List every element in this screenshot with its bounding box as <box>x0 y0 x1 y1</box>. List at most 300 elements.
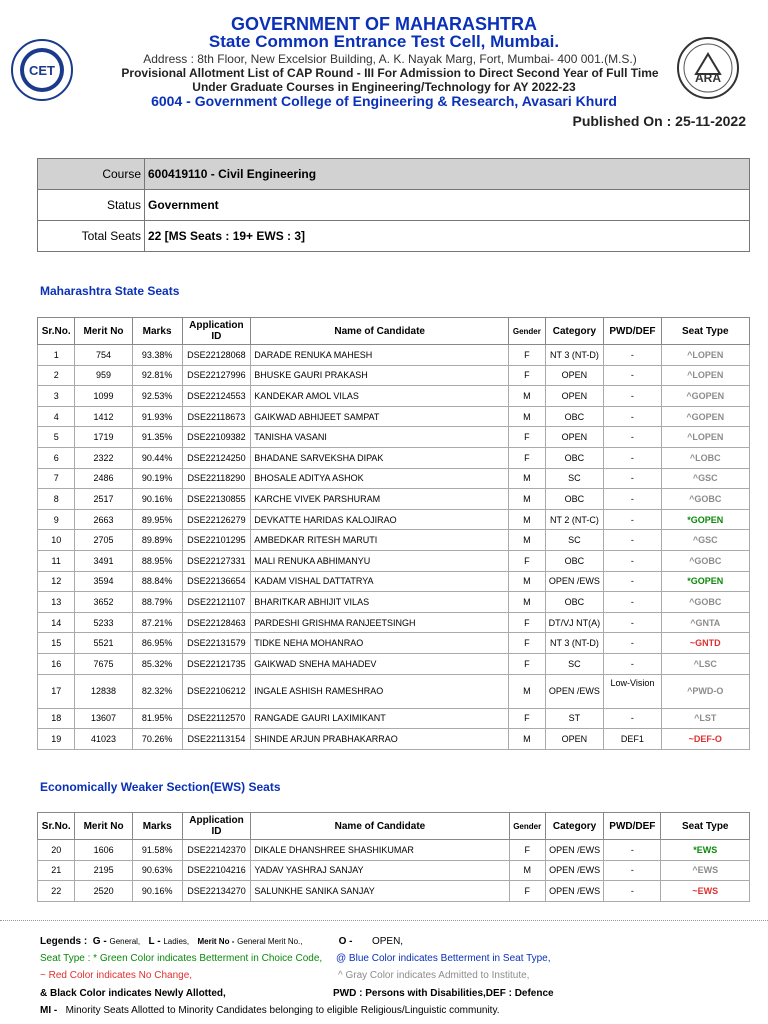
appid-cell: DSE22127996 <box>182 365 251 386</box>
col-srno: Sr.No. <box>38 813 75 840</box>
seat-type-label: ^EWS <box>692 865 719 876</box>
appid-cell: DSE22106212 <box>182 674 251 708</box>
category-cell: OPEN <box>545 386 604 407</box>
gender-cell: F <box>509 427 545 448</box>
marks-cell: 87.21% <box>132 612 182 633</box>
seat-type-cell <box>661 881 750 902</box>
legend-gray-note: ^ Gray Color indicates Admitted to Institute, <box>338 970 530 981</box>
appid-cell: DSE22109382 <box>182 427 251 448</box>
table-row <box>38 860 750 881</box>
seat-type-label: ^LSC <box>693 658 717 669</box>
table-row <box>38 345 750 366</box>
gender-cell: F <box>509 840 545 861</box>
srno-cell: 1 <box>38 345 75 366</box>
name-cell: PARDESHI GRISHMA RANJEETSINGH <box>251 612 509 633</box>
seat-type-label: *GOPEN <box>687 576 724 587</box>
legend-merit-key: Merit No - <box>197 937 235 946</box>
seat-type-label: ^GOPEN <box>686 411 725 422</box>
seat-type-cell <box>661 653 749 674</box>
pwd-cell: - <box>604 530 661 551</box>
list-subtitle: Under Graduate Courses in Engineering/Technology for AY 2022-23 <box>192 80 576 94</box>
category-cell: OPEN /EWS <box>545 674 604 708</box>
srno-cell: 2 <box>38 365 75 386</box>
appid-cell: DSE22121107 <box>182 592 251 613</box>
pwd-cell: - <box>604 860 661 881</box>
appid-cell: DSE22128463 <box>182 612 251 633</box>
table-row <box>38 729 750 750</box>
srno-cell: 15 <box>38 633 75 654</box>
col-gender: Gender <box>509 318 545 345</box>
merit-cell: 2486 <box>75 468 132 489</box>
seat-type-label: ^GOBC <box>689 555 722 566</box>
name-cell: BHOSALE ADITYA ASHOK <box>251 468 509 489</box>
table-row <box>38 427 750 448</box>
seat-type-label: ~GNTD <box>689 638 721 649</box>
legend-red-note: ~ Red Color indicates No Change, <box>40 970 193 981</box>
merit-cell: 1719 <box>75 427 132 448</box>
legend-mi-val: Minority Seats Allotted to Minority Candidates belonging to eligible Religious/Linguistic community. <box>65 1005 500 1016</box>
marks-cell: 90.19% <box>132 468 182 489</box>
gender-cell: F <box>509 550 545 571</box>
table-row <box>38 881 750 902</box>
category-cell: OPEN /EWS <box>545 571 604 592</box>
srno-cell: 21 <box>38 860 75 881</box>
status-row <box>38 190 750 221</box>
pwd-cell: - <box>604 633 661 654</box>
srno-cell: 22 <box>38 881 75 902</box>
marks-cell: 92.81% <box>132 365 182 386</box>
seat-type-cell <box>661 489 749 510</box>
srno-cell: 10 <box>38 530 75 551</box>
col-merit: Merit No <box>75 318 132 345</box>
marks-cell: 90.44% <box>132 447 182 468</box>
name-cell: DIKALE DHANSHREE SHASHIKUMAR <box>251 840 509 861</box>
seat-type-cell <box>661 840 750 861</box>
cell-title: State Common Entrance Test Cell, Mumbai. <box>208 32 560 51</box>
seat-type-cell <box>661 345 749 366</box>
seat-type-label: ~DEF-O <box>688 733 722 744</box>
government-title: GOVERNMENT OF MAHARASHTRA <box>231 14 537 34</box>
srno-cell: 3 <box>38 386 75 407</box>
name-cell: SALUNKHE SANIKA SANJAY <box>251 881 509 902</box>
seat-type-cell <box>661 612 749 633</box>
legend-line-mi <box>40 1005 500 1016</box>
legend-o-key: O - <box>338 936 353 947</box>
seat-type-cell <box>661 633 749 654</box>
legend-blue-note: @ Blue Color indicates Betterment in Seat Type, <box>336 953 551 964</box>
gender-cell: M <box>509 571 545 592</box>
marks-cell: 70.26% <box>132 729 182 750</box>
address: Address : 8th Floor, New Excelsior Building, A. K. Nayak Marg, Fort, Mumbai- 400 001.(M.S.) <box>143 52 637 66</box>
pwd-cell: - <box>604 612 661 633</box>
gender-cell: F <box>509 365 545 386</box>
table-row <box>38 365 750 386</box>
pwd-cell: - <box>604 386 661 407</box>
srno-cell: 12 <box>38 571 75 592</box>
pwd-cell: - <box>604 708 661 729</box>
marks-cell: 90.63% <box>132 860 182 881</box>
gender-cell: M <box>509 386 545 407</box>
gender-cell: M <box>509 592 545 613</box>
seat-type-cell <box>661 386 749 407</box>
name-cell: TANISHA VASANI <box>251 427 509 448</box>
gender-cell: M <box>509 674 545 708</box>
name-cell: BHADANE SARVEKSHA DIPAK <box>251 447 509 468</box>
status-label: Status <box>38 190 145 221</box>
gender-cell: M <box>509 729 545 750</box>
table-row <box>38 840 750 861</box>
appid-cell: DSE22127331 <box>182 550 251 571</box>
merit-cell: 41023 <box>75 729 132 750</box>
name-cell: INGALE ASHISH RAMESHRAO <box>251 674 509 708</box>
table-header-row <box>38 318 750 345</box>
merit-cell: 3491 <box>75 550 132 571</box>
name-cell: MALI RENUKA ABHIMANYU <box>251 550 509 571</box>
seat-type-label: *GOPEN <box>687 514 724 525</box>
seat-type-cell <box>661 571 749 592</box>
col-appid: Application ID <box>182 318 251 345</box>
seat-type-cell <box>661 427 749 448</box>
gender-cell: M <box>509 489 545 510</box>
seat-type-cell <box>661 530 749 551</box>
total-seats-label: Total Seats <box>38 221 145 252</box>
gender-cell: F <box>509 612 545 633</box>
category-cell: NT 3 (NT-D) <box>545 345 604 366</box>
gender-cell: M <box>509 468 545 489</box>
name-cell: BHUSKE GAURI PRAKASH <box>251 365 509 386</box>
table-row <box>38 509 750 530</box>
pwd-cell: - <box>604 653 661 674</box>
ews-section-title: Economically Weaker Section(EWS) Seats <box>40 780 281 794</box>
table-row <box>38 612 750 633</box>
category-cell: OPEN /EWS <box>545 860 603 881</box>
category-cell: OPEN <box>545 365 604 386</box>
gender-cell: F <box>509 881 545 902</box>
legend-mi-key: MI - <box>40 1005 58 1016</box>
table-row <box>38 592 750 613</box>
marks-cell: 90.16% <box>132 489 182 510</box>
seat-type-cell <box>661 674 749 708</box>
seat-type-cell <box>661 550 749 571</box>
table-row <box>38 530 750 551</box>
pwd-cell: - <box>604 406 661 427</box>
category-cell: OBC <box>545 592 604 613</box>
gender-cell: M <box>509 509 545 530</box>
srno-cell: 20 <box>38 840 75 861</box>
seat-type-label: ^LOPEN <box>687 370 724 381</box>
table-row <box>38 674 750 708</box>
category-cell: NT 3 (NT-D) <box>545 633 604 654</box>
seat-type-label: ^LOPEN <box>687 349 724 360</box>
legend-o-val: OPEN, <box>371 936 404 947</box>
merit-cell: 2195 <box>75 860 132 881</box>
gender-cell: M <box>509 530 545 551</box>
merit-cell: 754 <box>75 345 132 366</box>
appid-cell: DSE22131579 <box>182 633 251 654</box>
gender-cell: M <box>509 860 545 881</box>
merit-cell: 1606 <box>75 840 132 861</box>
category-cell: SC <box>545 653 604 674</box>
seat-type-cell <box>661 592 749 613</box>
marks-cell: 93.38% <box>132 345 182 366</box>
marks-cell: 90.16% <box>132 881 182 902</box>
appid-cell: DSE22118673 <box>182 406 251 427</box>
gender-cell: F <box>509 345 545 366</box>
appid-cell: DSE22130855 <box>182 489 251 510</box>
merit-cell: 7675 <box>75 653 132 674</box>
marks-cell: 88.95% <box>132 550 182 571</box>
name-cell: RANGADE GAURI LAXIMIKANT <box>251 708 509 729</box>
srno-cell: 19 <box>38 729 75 750</box>
appid-cell: DSE22136654 <box>182 571 251 592</box>
srno-cell: 16 <box>38 653 75 674</box>
merit-cell: 2705 <box>75 530 132 551</box>
marks-cell: 82.32% <box>132 674 182 708</box>
col-merit: Merit No <box>75 813 132 840</box>
pwd-cell: - <box>604 468 661 489</box>
category-cell: OPEN <box>545 427 604 448</box>
category-cell: SC <box>545 530 604 551</box>
category-cell: ST <box>545 708 604 729</box>
marks-cell: 81.95% <box>132 708 182 729</box>
col-srno: Sr.No. <box>38 318 75 345</box>
seat-type-cell <box>661 860 750 881</box>
gender-cell: F <box>509 447 545 468</box>
name-cell: YADAV YASHRAJ SANJAY <box>251 860 509 881</box>
marks-cell: 91.35% <box>132 427 182 448</box>
course-value: 600419110 - Civil Engineering <box>145 159 750 190</box>
category-cell: OPEN /EWS <box>545 840 603 861</box>
srno-cell: 6 <box>38 447 75 468</box>
marks-cell: 88.84% <box>132 571 182 592</box>
pwd-cell: - <box>604 571 661 592</box>
seat-type-label: *EWS <box>693 844 718 855</box>
seat-type-cell <box>661 447 749 468</box>
srno-cell: 9 <box>38 509 75 530</box>
category-cell: OBC <box>545 489 604 510</box>
name-cell: DEVKATTE HARIDAS KALOJIRAO <box>251 509 509 530</box>
seat-type-cell <box>661 708 749 729</box>
ews-seats-table <box>37 812 750 902</box>
merit-cell: 2322 <box>75 447 132 468</box>
table-header-row <box>38 813 750 840</box>
seat-type-cell <box>661 365 749 386</box>
appid-cell: DSE22124250 <box>182 447 251 468</box>
srno-cell: 13 <box>38 592 75 613</box>
legend-pwd-note: PWD : Persons with Disabilities,DEF : Defence <box>333 988 554 999</box>
seat-type-cell <box>661 509 749 530</box>
marks-cell: 91.93% <box>132 406 182 427</box>
seat-type-label: ^PWD-O <box>687 686 724 696</box>
table-row <box>38 571 750 592</box>
srno-cell: 8 <box>38 489 75 510</box>
merit-cell: 959 <box>75 365 132 386</box>
appid-cell: DSE22113154 <box>182 729 251 750</box>
marks-cell: 91.58% <box>132 840 182 861</box>
col-seat-type: Seat Type <box>661 318 749 345</box>
name-cell: GAIKWAD ABHIJEET SAMPAT <box>251 406 509 427</box>
appid-cell: DSE22134270 <box>182 881 251 902</box>
course-label: Course <box>38 159 145 190</box>
merit-cell: 1412 <box>75 406 132 427</box>
list-title: Provisional Allotment List of CAP Round - III For Admission to Direct Second Year of Full Time <box>121 66 659 80</box>
gender-cell: F <box>509 708 545 729</box>
srno-cell: 5 <box>38 427 75 448</box>
pwd-cell: - <box>604 365 661 386</box>
legend-black-note: & Black Color indicates Newly Allotted, <box>40 988 226 999</box>
legend-l-val: Ladies, <box>163 937 190 946</box>
category-cell: OBC <box>545 550 604 571</box>
pwd-cell: DEF1 <box>604 729 661 750</box>
name-cell: KADAM VISHAL DATTATRYA <box>251 571 509 592</box>
legend-green-note: Seat Type : * Green Color indicates Betterment in Choice Code, <box>40 953 323 964</box>
name-cell: KARCHE VIVEK PARSHURAM <box>251 489 509 510</box>
total-seats-row <box>38 221 750 252</box>
merit-cell: 12838 <box>75 674 132 708</box>
seat-type-label: ^GOBC <box>689 493 722 504</box>
gender-cell: F <box>509 653 545 674</box>
pwd-cell: - <box>604 447 661 468</box>
seat-type-label: ^GOBC <box>689 596 722 607</box>
legend-l-key: L - <box>148 936 161 947</box>
table-row <box>38 489 750 510</box>
table-row <box>38 406 750 427</box>
name-cell: SHINDE ARJUN PRABHAKARRAO <box>251 729 509 750</box>
merit-cell: 2517 <box>75 489 132 510</box>
footer-divider <box>0 920 768 921</box>
category-cell: OPEN <box>545 729 604 750</box>
marks-cell: 88.79% <box>132 592 182 613</box>
category-cell: DT/VJ NT(A) <box>545 612 604 633</box>
legend-title: Legends : <box>40 936 88 947</box>
gender-cell: F <box>509 633 545 654</box>
total-seats-value: 22 [MS Seats : 19+ EWS : 3] <box>145 221 750 252</box>
appid-cell: DSE22104216 <box>182 860 251 881</box>
pwd-cell: Low-Vision <box>604 674 661 708</box>
ms-section-title: Maharashtra State Seats <box>40 284 180 298</box>
seat-type-label: ^GNTA <box>690 617 721 628</box>
col-seat-type: Seat Type <box>661 813 750 840</box>
marks-cell: 85.32% <box>132 653 182 674</box>
pwd-cell: - <box>604 509 661 530</box>
appid-cell: DSE22142370 <box>182 840 251 861</box>
col-pwd: PWD/DEF <box>604 813 661 840</box>
seat-type-label: ^GSC <box>692 535 718 546</box>
col-name: Name of Candidate <box>251 318 509 345</box>
pwd-cell: - <box>604 592 661 613</box>
legend-g-key: G - <box>92 936 107 947</box>
merit-cell: 5233 <box>75 612 132 633</box>
legend-line-1 <box>40 936 403 947</box>
col-marks: Marks <box>132 813 182 840</box>
merit-cell: 2520 <box>75 881 132 902</box>
col-appid: Application ID <box>182 813 251 840</box>
name-cell: GAIKWAD SNEHA MAHADEV <box>251 653 509 674</box>
pwd-cell: - <box>604 550 661 571</box>
appid-cell: DSE22112570 <box>182 708 251 729</box>
marks-cell: 92.53% <box>132 386 182 407</box>
table-row <box>38 633 750 654</box>
merit-cell: 5521 <box>75 633 132 654</box>
pwd-cell: - <box>604 427 661 448</box>
category-cell: OBC <box>545 447 604 468</box>
published-date: Published On : 25-11-2022 <box>572 113 746 129</box>
seat-type-label: ~EWS <box>692 885 719 896</box>
category-cell: OPEN /EWS <box>545 881 603 902</box>
srno-cell: 18 <box>38 708 75 729</box>
srno-cell: 17 <box>38 674 75 708</box>
gender-cell: M <box>509 406 545 427</box>
name-cell: BHARITKAR ABHIJIT VILAS <box>251 592 509 613</box>
col-category: Category <box>545 813 603 840</box>
ms-seats-table <box>37 317 750 750</box>
seat-type-cell <box>661 468 749 489</box>
category-cell: SC <box>545 468 604 489</box>
marks-cell: 89.89% <box>132 530 182 551</box>
legend-g-val: General, <box>109 937 141 946</box>
seat-type-label: ^LST <box>694 713 717 724</box>
srno-cell: 7 <box>38 468 75 489</box>
merit-cell: 3652 <box>75 592 132 613</box>
merit-cell: 2663 <box>75 509 132 530</box>
seat-type-cell <box>661 729 749 750</box>
name-cell: AMBEDKAR RITESH MARUTI <box>251 530 509 551</box>
appid-cell: DSE22124553 <box>182 386 251 407</box>
appid-cell: DSE22128068 <box>182 345 251 366</box>
seat-type-label: ^GSC <box>692 473 718 484</box>
col-name: Name of Candidate <box>251 813 509 840</box>
col-marks: Marks <box>132 318 182 345</box>
srno-cell: 4 <box>38 406 75 427</box>
page-header <box>0 0 768 150</box>
category-cell: NT 2 (NT-C) <box>545 509 604 530</box>
seat-type-label: ^LOBC <box>689 452 721 463</box>
table-row <box>38 708 750 729</box>
name-cell: TIDKE NEHA MOHANRAO <box>251 633 509 654</box>
pwd-cell: - <box>604 489 661 510</box>
table-row <box>38 447 750 468</box>
seat-type-label: ^GOPEN <box>686 390 725 401</box>
category-cell: OBC <box>545 406 604 427</box>
table-row <box>38 653 750 674</box>
srno-cell: 14 <box>38 612 75 633</box>
appid-cell: DSE22126279 <box>182 509 251 530</box>
legend-merit-val: General Merit No., <box>237 937 303 946</box>
pwd-cell: - <box>604 345 661 366</box>
seat-type-label: ^LOPEN <box>687 432 724 443</box>
marks-cell: 86.95% <box>132 633 182 654</box>
appid-cell: DSE22101295 <box>182 530 251 551</box>
appid-cell: DSE22118290 <box>182 468 251 489</box>
pwd-cell: - <box>604 840 661 861</box>
course-info-table <box>37 158 750 252</box>
table-row <box>38 386 750 407</box>
col-gender: Gender <box>509 813 545 840</box>
merit-cell: 1099 <box>75 386 132 407</box>
course-row <box>38 159 750 190</box>
col-pwd: PWD/DEF <box>604 318 661 345</box>
merit-cell: 3594 <box>75 571 132 592</box>
name-cell: KANDEKAR AMOL VILAS <box>251 386 509 407</box>
col-category: Category <box>545 318 604 345</box>
ara-logo-text: ARA <box>695 71 721 85</box>
college-name: 6004 - Government College of Engineering & Research, Avasari Khurd <box>151 93 617 109</box>
table-row <box>38 550 750 571</box>
merit-cell: 13607 <box>75 708 132 729</box>
seat-type-cell <box>661 406 749 427</box>
cet-logo-text: CET <box>29 63 55 78</box>
marks-cell: 89.95% <box>132 509 182 530</box>
